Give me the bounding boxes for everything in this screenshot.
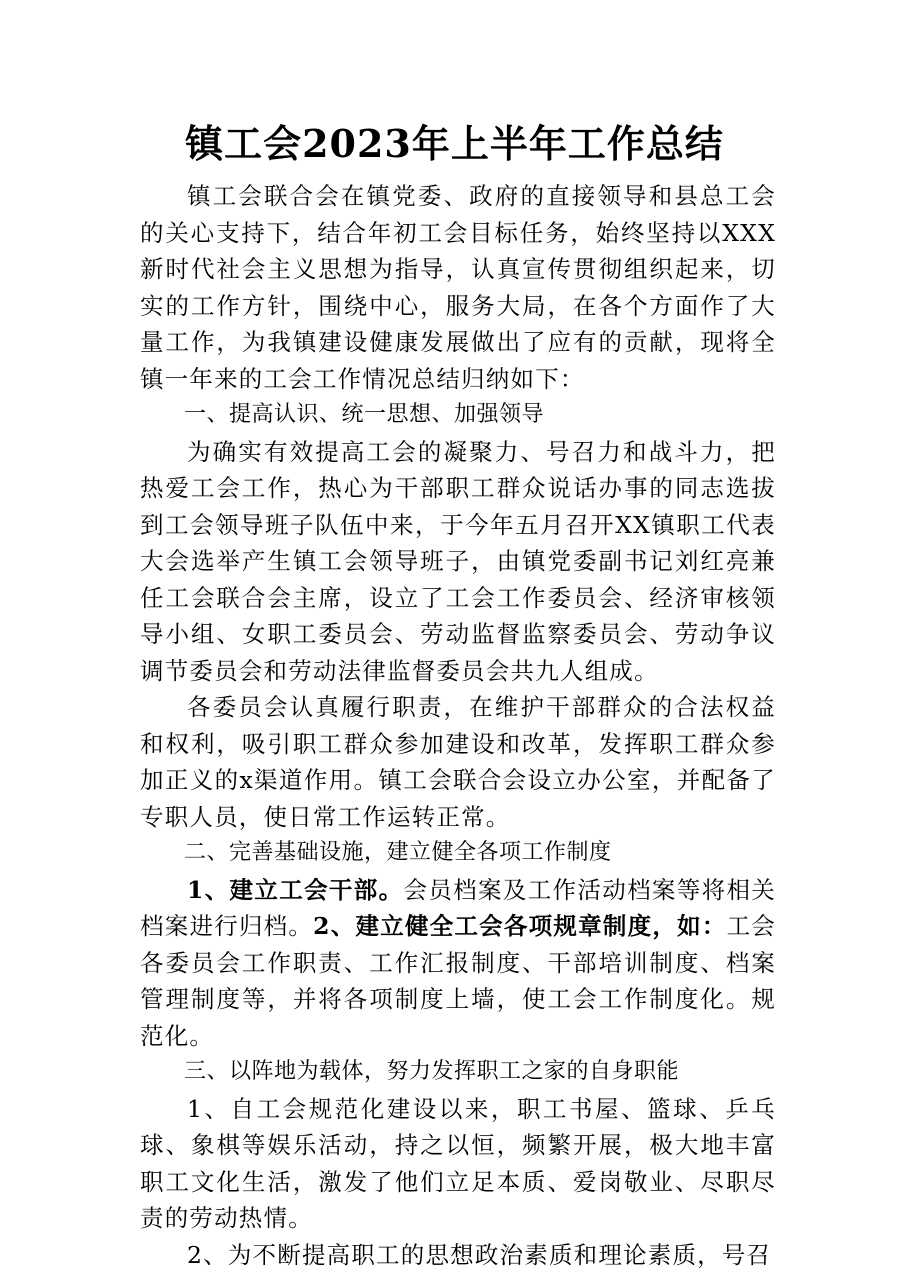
section-3-heading: 三、以阵地为载体，努力发挥职工之家的自身职能: [184, 1059, 680, 1084]
intro-paragraph: 镇工会联合会在镇党委、政府的直接领导和县总工会的关心支持下，结合年初工会目标任务，始终坚持以XXX新时代社会主义思想为指导，认真宣传贯彻组织起来，切实的工作方针，围绕中心，服务大局，在各个方面作了大量工作，为我镇建设健康发展做出了应有的贡献，现将全镇一年来的工会工作情况总结归纳如下：: [140, 182, 776, 393]
section-1-heading: 一、提高认识、统一思想、加强领导: [184, 402, 545, 427]
section-3-paragraph-2: 2、为不断提高职工的思想政治素质和理论素质，号召: [187, 1240, 772, 1269]
item-1-bold-text: 1、建立工会干部。: [187, 875, 404, 904]
section-2-heading: 二、完善基础设施，建立健全各项工作制度: [184, 840, 612, 865]
item-1-text: 会员档案及工作活动档案等将相关档案进行归档。: [140, 875, 777, 940]
section-3-paragraph-1: 1、自工会规范化建设以来，职工书屋、篮球、乒乓球、象棋等娱乐活动，持之以恒，频繁开展，极大地丰富职工文化生活，激发了他们立足本质、爱岗敬业、尽职尽责的劳动热情。: [140, 1094, 776, 1232]
section-2-paragraph: [140, 872, 776, 1055]
section-1-paragraph-2: 各委员会认真履行职责，在维护干部群众的合法权益和权利，吸引职工群众参加建设和改革，发挥职工群众参加正义的x渠道作用。镇工会联合会设立办公室，并配备了专职人员，使日常工作运转正常。: [140, 693, 776, 831]
document-body: [140, 178, 776, 1273]
section-1-paragraph-1: 为确实有效提高工会的凝聚力、号召力和战斗力，把热爱工会工作，热心为干部职工群众说话办事的同志选拔到工会领导班子队伍中来，于今年五月召开XX镇职工代表大会选举产生镇工会领导班子，由镇党委副书记刘红亮兼任工会联合会主席，设立了工会工作委员会、经济审核领导小组、女职工委员会、劳动监督监察委员会、劳动争议调节委员会和劳动法律监督委员会共九人组成。: [140, 437, 776, 685]
item-2-text: 工会各委员会工作职责、工作汇报制度、干部培训制度、档案管理制度等，并将各项制度上墙，使工会工作制度化。规范化。: [140, 912, 776, 1050]
document-title: 镇工会2023年上半年工作总结: [185, 121, 724, 166]
item-2-bold-text: 2、建立健全工会各项规章制度，如：: [313, 912, 727, 940]
